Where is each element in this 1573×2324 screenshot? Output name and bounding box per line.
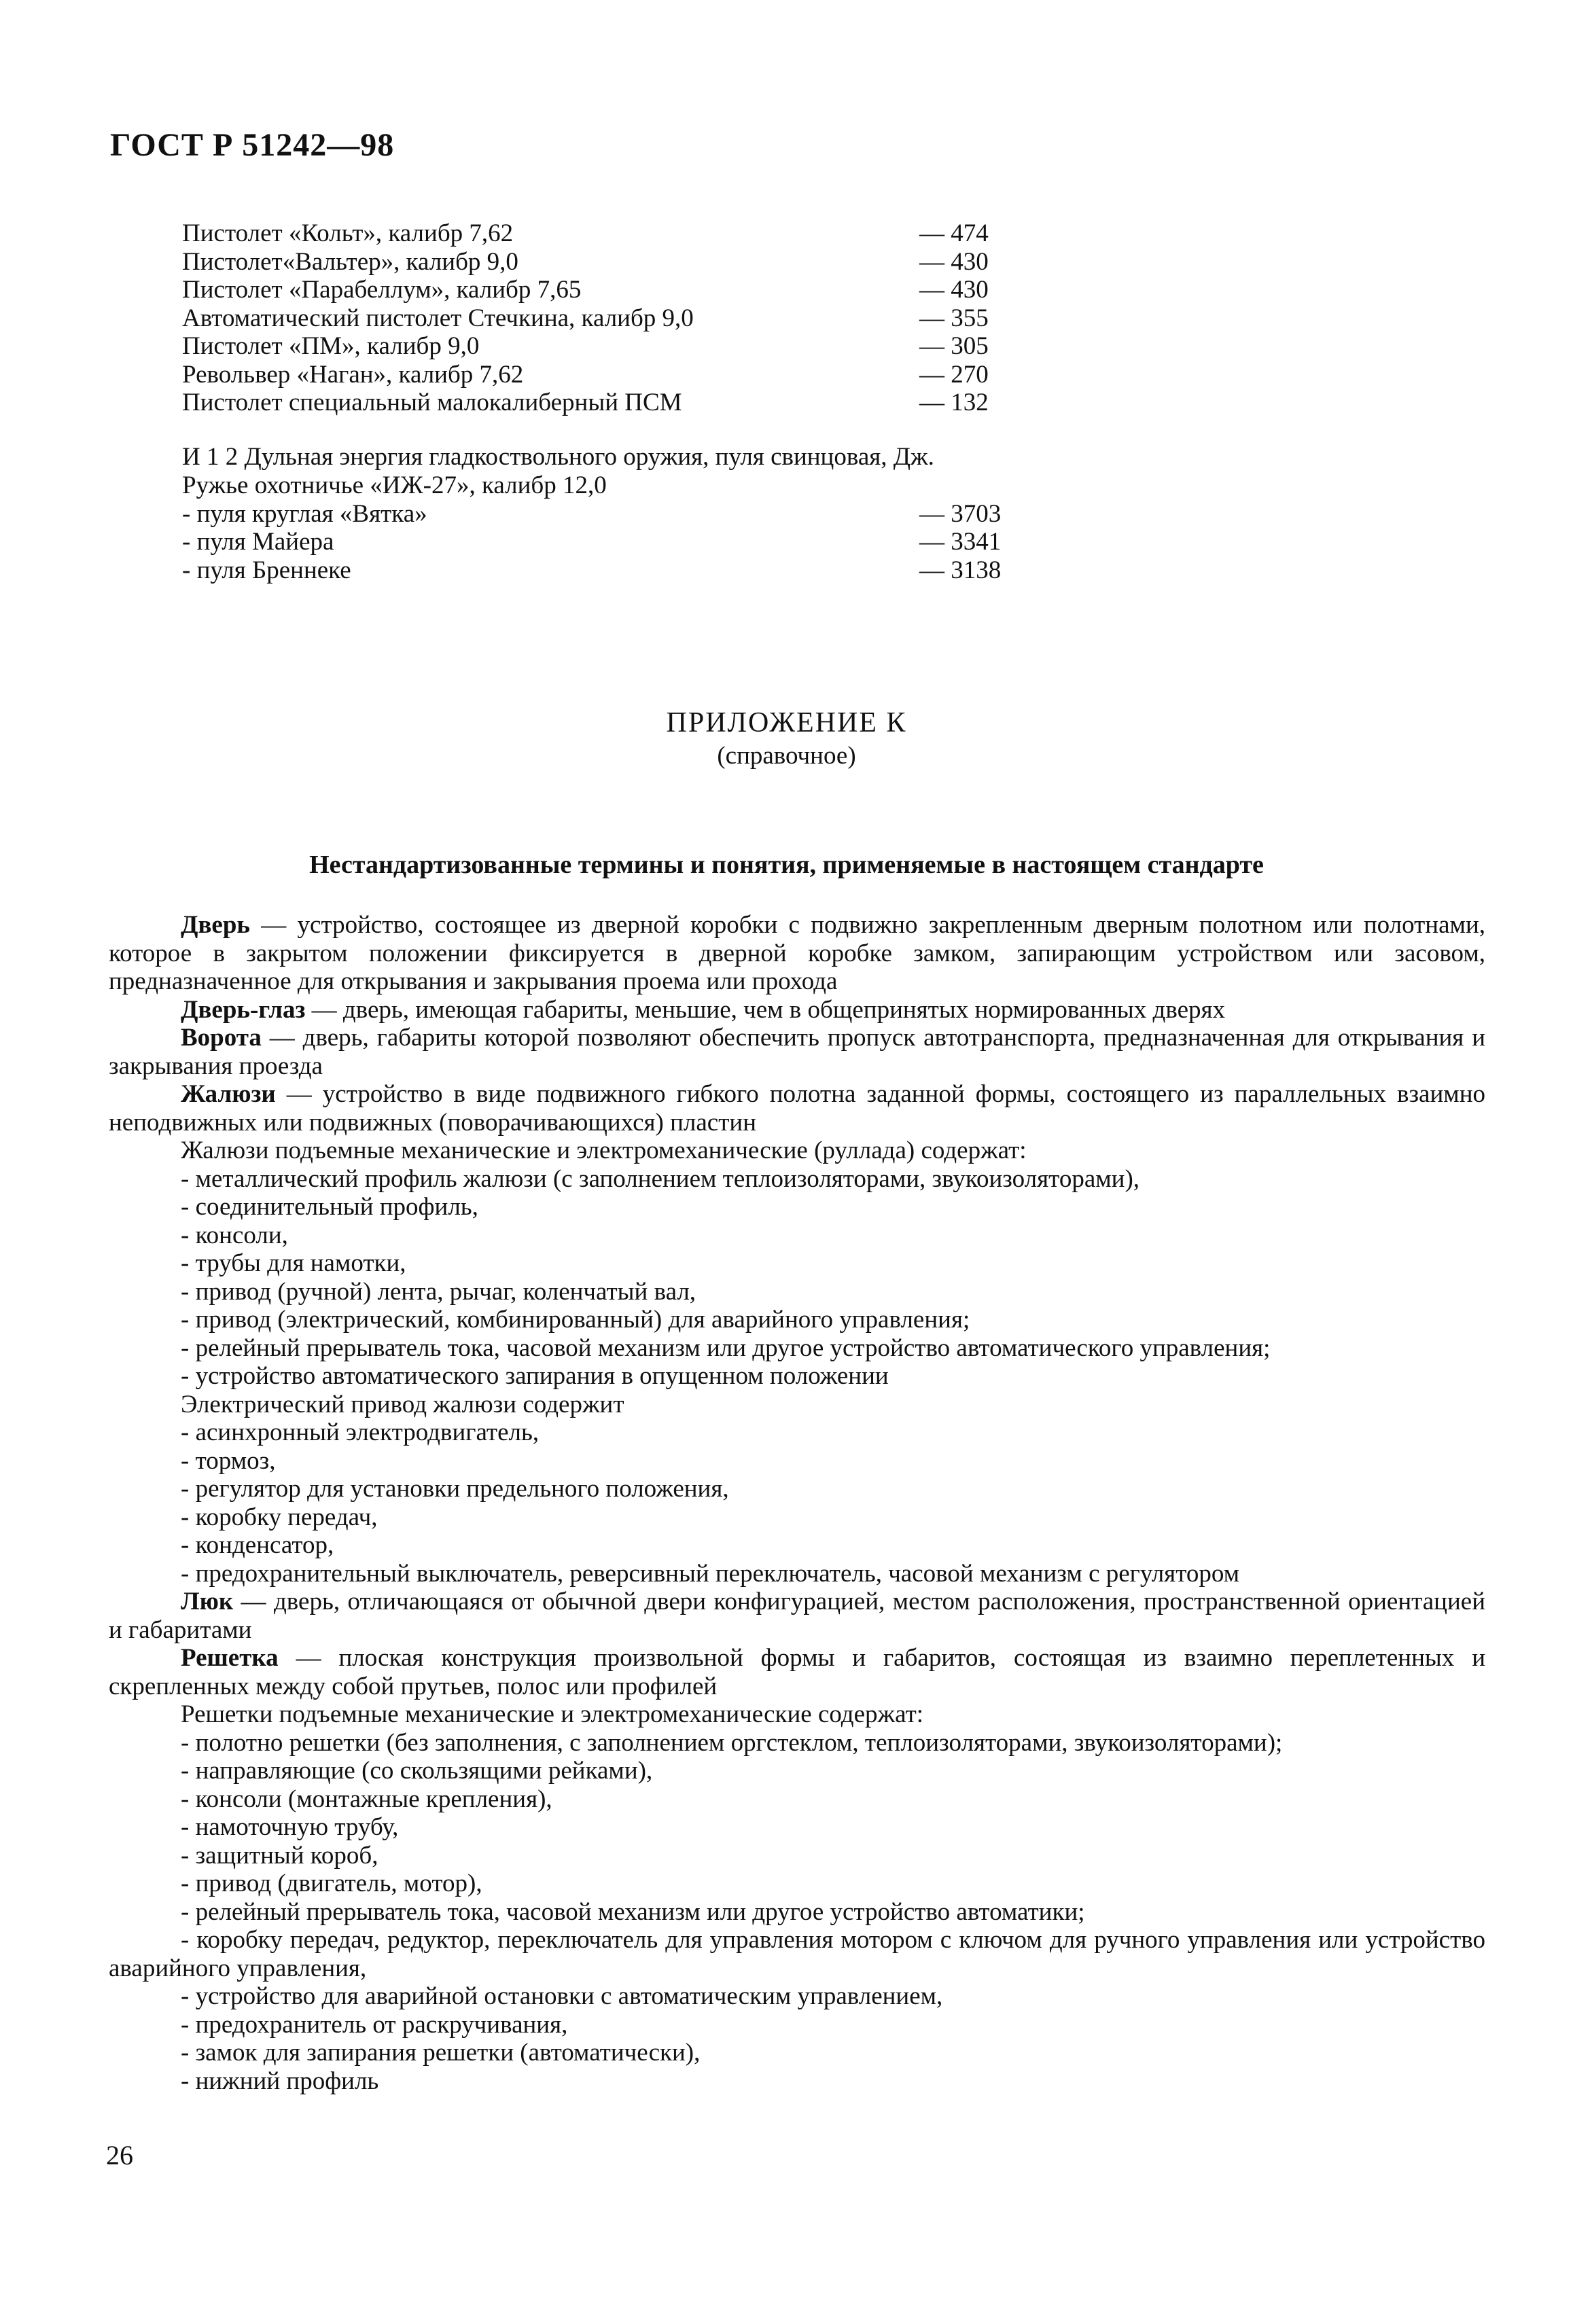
list-item: - устройство для аварийной остановки с автоматическим управлением,	[181, 1982, 943, 2010]
row-value: — 474	[919, 219, 989, 247]
terms-body	[109, 911, 1485, 2095]
list-item: - консоли (монтажные крепления),	[181, 1785, 552, 1813]
list-item: - направляющие (со скользящими рейками),	[181, 1757, 653, 1785]
table-row	[182, 389, 1014, 417]
row-label: Пистолет специальный малокалиберный ПСМ	[182, 389, 682, 416]
list-item: - консоли,	[181, 1221, 288, 1249]
definition-door	[109, 911, 1485, 996]
row-label: Автоматический пистолет Стечкина, калибр 9,0	[182, 304, 694, 332]
definition-text: — устройство, состоящее из дверной коробки с подвижно закрепленным дверным полотном или полотнами, которое в закрытом положении фиксируется в дверной коробке замком, запирающим устройством или засовом, предназначенное для открывания и закрывания проема или прохода	[109, 911, 1485, 995]
list-item: - привод (ручной) лента, рычаг, коленчатый вал,	[181, 1277, 696, 1306]
definition-hatch	[109, 1588, 1485, 1644]
list-item: - замок для запирания решетки (автоматически),	[181, 2039, 701, 2067]
term: Жалюзи	[181, 1080, 276, 1108]
term: Ворота	[181, 1024, 262, 1052]
list-item: - конденсатор,	[181, 1531, 334, 1559]
section-heading: Нестандартизованные термины и понятия, применяемые в настоящем стандарте	[309, 851, 1264, 879]
definition-blinds	[109, 1080, 1485, 1137]
row-value: — 3341	[919, 528, 1002, 556]
table-row	[182, 304, 1014, 333]
row-label: - пуля Бреннеке	[182, 556, 351, 584]
row-value: — 305	[919, 332, 989, 360]
list-item: - коробку передач, редуктор, переключатель для управления мотором с ключом для ручного управления или устройство аварийного управления,	[109, 1926, 1485, 1982]
table-row	[182, 332, 1014, 361]
list-item: - асинхронный электродвигатель,	[181, 1418, 540, 1446]
table-row	[182, 219, 1014, 248]
row-label: Пистолет«Вальтер», калибр 9,0	[182, 247, 518, 276]
definition-text: — дверь, габариты которой позволяют обеспечить пропуск автотранспорта, предназначенная для открывания и закрывания проезда	[109, 1024, 1485, 1080]
term: Дверь	[181, 911, 251, 939]
list-item: - релейный прерыватель тока, часовой механизм или другое устройство автоматики;	[181, 1897, 1085, 1926]
list-item: - полотно решетки (без заполнения, с заполнением оргстеклом, теплоизоляторами, звукоизоляторами);	[181, 1728, 1283, 1757]
list-item: - намоточную трубу,	[181, 1813, 399, 1841]
section-i12-title: И 1 2 Дульная энергия гладкоствольного оружия, пуля свинцовая, Дж.	[182, 443, 934, 471]
list-item: - предохранитель от раскручивания,	[181, 2010, 568, 2039]
list-item: - нижний профиль	[181, 2067, 379, 2095]
list-item: - коробку передач,	[181, 1503, 378, 1531]
table-row	[182, 248, 1014, 276]
list-item: - трубы для намотки,	[181, 1249, 406, 1277]
page-number: 26	[106, 2140, 133, 2170]
row-label: - пуля Майера	[182, 528, 334, 556]
definition-text: — дверь, отличающаяся от обычной двери конфигурацией, местом расположения, пространственной ориентацией и габаритами	[109, 1588, 1485, 1644]
list-intro: Электрический привод жалюзи содержит	[181, 1390, 624, 1418]
table-row	[182, 528, 1014, 556]
list-item: - релейный прерыватель тока, часовой механизм или другое устройство автоматического управления;	[181, 1334, 1271, 1362]
table-row	[182, 361, 1014, 389]
gun-name: Ружье охотничье «ИЖ-27», калибр 12,0	[182, 471, 607, 499]
table-row	[182, 556, 1014, 585]
row-label: Револьвер «Наган», калибр 7,62	[182, 360, 524, 389]
list-item: - устройство автоматического запирания в опущенном положении	[181, 1362, 889, 1390]
list-item: - предохранительный выключатель, реверсивный переключатель, часовой механизм с регулятором	[181, 1559, 1240, 1588]
definition-text: — устройство в виде подвижного гибкого полотна заданной формы, состоящего из параллельных взаимно неподвижных или подвижных (поворачивающихся) пластин	[109, 1080, 1485, 1137]
appendix-title: ПРИЛОЖЕНИЕ К	[666, 707, 907, 738]
table-row	[182, 500, 1014, 529]
list-item: - тормоз,	[181, 1446, 276, 1475]
row-value: — 355	[919, 304, 989, 332]
definition-gate	[109, 1024, 1485, 1080]
row-value: — 430	[919, 247, 989, 276]
definition-door-eye	[109, 996, 1485, 1024]
list-item: - регулятор для установки предельного положения,	[181, 1475, 729, 1503]
term: Дверь-глаз	[181, 995, 306, 1024]
term: Решетка	[181, 1644, 279, 1672]
definition-grille	[109, 1644, 1485, 1700]
definition-text: — дверь, имеющая габариты, меньшие, чем в общепринятых нормированных дверях	[305, 995, 1226, 1024]
list-item: - привод (двигатель, мотор),	[181, 1870, 482, 1897]
row-value: — 430	[919, 276, 989, 304]
appendix-subtitle: (справочное)	[717, 742, 856, 770]
row-value: — 270	[919, 360, 989, 389]
row-label: Пистолет «Кольт», калибр 7,62	[182, 219, 514, 247]
energy-table-pistols	[182, 219, 1014, 417]
list-item: - соединительный профиль,	[181, 1193, 478, 1221]
row-value: — 3703	[919, 499, 1002, 528]
list-item: - защитный короб,	[181, 1841, 378, 1870]
row-label: Пистолет «Парабеллум», калибр 7,65	[182, 276, 582, 304]
row-value: — 3138	[919, 556, 1002, 584]
row-value: — 132	[919, 389, 989, 416]
energy-table-shotgun	[182, 471, 1014, 584]
definition-text: — плоская конструкция произвольной формы и габаритов, состоящая из взаимно переплетенных и скрепленных между собой прутьев, полос или профилей	[109, 1644, 1485, 1700]
table-row	[182, 471, 1014, 500]
term: Люк	[181, 1588, 234, 1615]
list-item: - привод (электрический, комбинированный) для аварийного управления;	[181, 1306, 970, 1334]
list-item: - металлический профиль жалюзи (с заполнением теплоизоляторами, звукоизоляторами),	[181, 1164, 1140, 1193]
list-intro: Жалюзи подъемные механические и электромеханические (руллада) содержат:	[181, 1137, 1027, 1164]
table-row	[182, 276, 1014, 304]
document-header: ГОСТ Р 51242—98	[110, 127, 395, 163]
row-label: - пуля круглая «Вятка»	[182, 499, 427, 528]
row-label: Пистолет «ПМ», калибр 9,0	[182, 332, 480, 360]
list-intro: Решетки подъемные механические и электромеханические содержат:	[181, 1700, 924, 1728]
